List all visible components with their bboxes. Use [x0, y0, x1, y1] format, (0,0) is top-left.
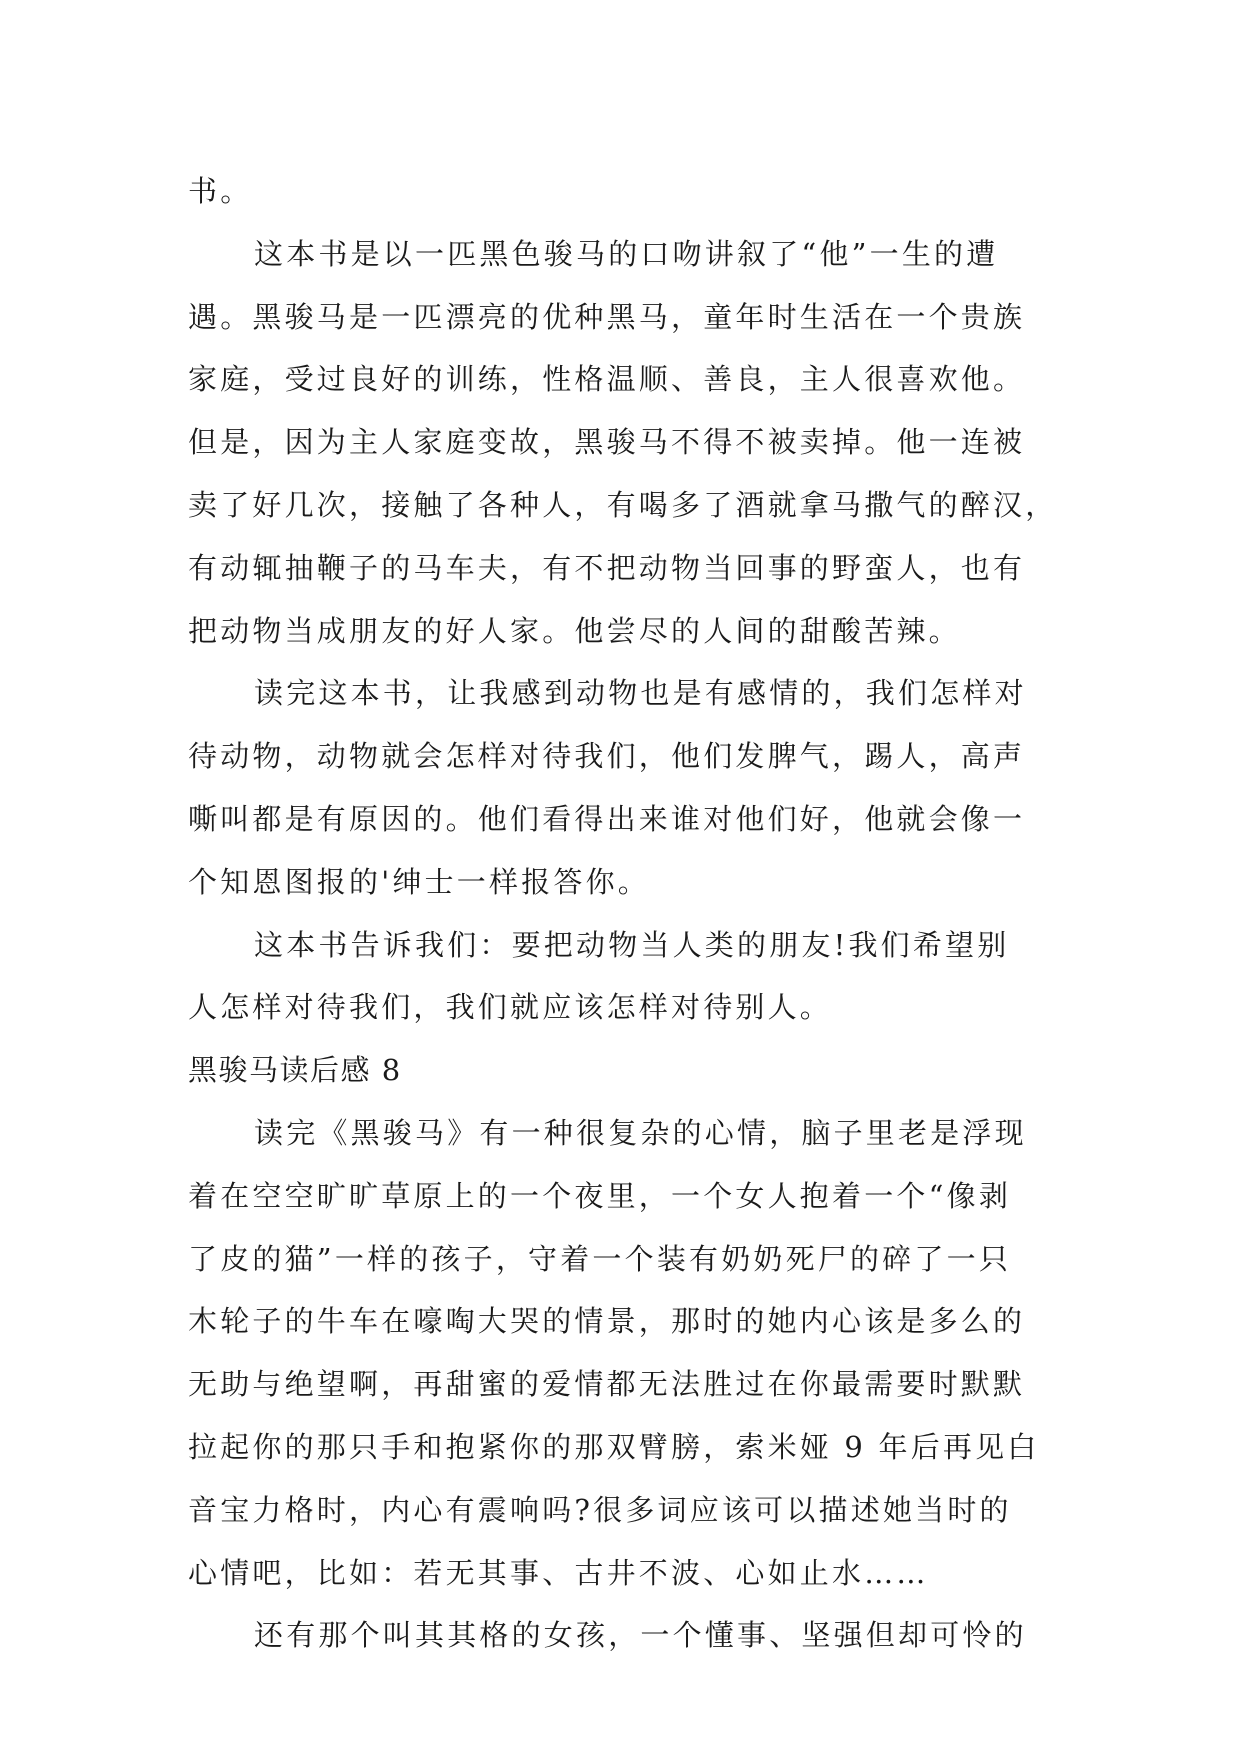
text-line: 音宝力格时，内心有震响吗?很多词应该可以描述她当时的	[188, 1492, 1012, 1527]
text-line: 无助与绝望啊，再甜蜜的爱情都无法胜过在你最需要时默默	[188, 1367, 1026, 1402]
text-line: 个知恩图报的'绅士一样报答你。	[188, 864, 650, 899]
text-line: 心情吧，比如：若无其事、古井不波、心如止水……	[188, 1555, 929, 1590]
section-heading: 黑骏马读后感 8	[188, 1053, 402, 1088]
text-line: 嘶叫都是有原因的。他们看得出来谁对他们好，他就会像一	[188, 801, 1026, 836]
paragraph-start-line: 这本书是以一匹黑色骏马的口吻讲叙了“他”一生的遭	[254, 236, 999, 271]
paragraph-start-line: 这本书告诉我们：要把动物当人类的朋友!我们希望别	[254, 927, 1010, 962]
text-line: 卖了好几次，接触了各种人，有喝多了酒就拿马撒气的醉汉，	[188, 487, 1058, 522]
text-line: 人怎样对待我们，我们就应该怎样对待别人。	[188, 990, 833, 1025]
document-body	[188, 160, 1068, 1667]
text-line: 着在空空旷旷草原上的一个夜里，一个女人抱着一个“像剥	[188, 1178, 1012, 1213]
paragraph-start-line: 读完这本书，让我感到动物也是有感情的，我们怎样对	[254, 676, 1027, 711]
text-line: 了皮的猫”一样的孩子，守着一个装有奶奶死尸的碎了一只	[188, 1241, 1012, 1276]
text-line: 待动物，动物就会怎样对待我们，他们发脾气，踢人，高声	[188, 739, 1026, 774]
text-line: 遇。黑骏马是一匹漂亮的优种黑马，童年时生活在一个贵族	[188, 299, 1026, 334]
text-line: 把动物当成朋友的好人家。他尝尽的人间的甜酸苦辣。	[188, 613, 961, 648]
text-line: 家庭，受过良好的训练，性格温顺、善良，主人很喜欢他。	[188, 362, 1026, 397]
text-line: 但是，因为主人家庭变故，黑骏马不得不被卖掉。他一连被	[188, 425, 1026, 460]
text-line: 木轮子的牛车在嚎啕大哭的情景，那时的她内心该是多么的	[188, 1304, 1026, 1339]
paragraph-start-line: 读完《黑骏马》有一种很复杂的心情，脑子里老是浮现	[254, 1115, 1027, 1150]
text-line: 有动辄抽鞭子的马车夫，有不把动物当回事的野蛮人，也有	[188, 550, 1026, 585]
text-line: 拉起你的那只手和抱紧你的那双臂膀，索米娅 9 年后再见白	[188, 1429, 1040, 1464]
text-line: 书。	[188, 174, 253, 208]
paragraph-start-line: 还有那个叫其其格的女孩，一个懂事、坚强但却可怜的	[254, 1618, 1027, 1653]
